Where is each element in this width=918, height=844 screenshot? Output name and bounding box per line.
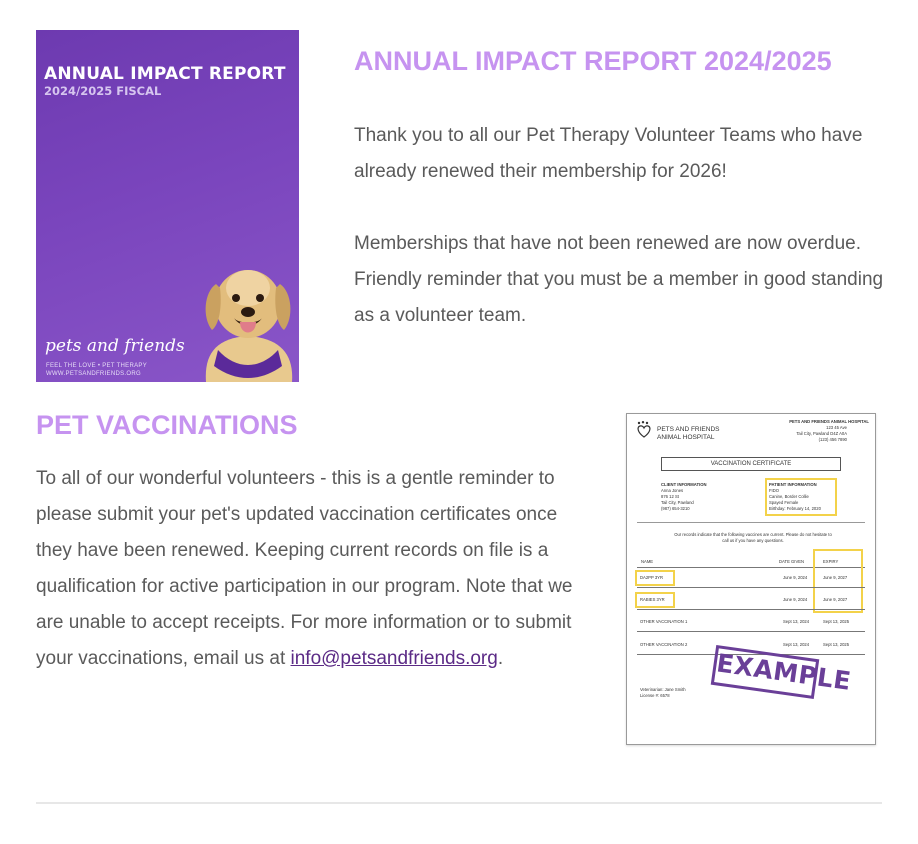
cert-title: VACCINATION CERTIFICATE	[661, 457, 841, 471]
pets-and-friends-logo: pets and friends	[45, 336, 185, 356]
vaccine-row-name: DA2PP 3YR	[640, 575, 663, 580]
col-date-header: DATE GIVEN	[779, 559, 805, 564]
cert-rule	[637, 631, 865, 632]
cert-rule	[637, 522, 865, 523]
patient-info-heading: PATIENT INFORMATION	[769, 482, 817, 487]
annual-report-cover-image	[36, 30, 299, 382]
cover-title: ANNUAL IMPACT REPORT	[44, 64, 286, 84]
col-name-header: NAME	[641, 559, 654, 564]
cert-rule	[637, 609, 865, 610]
cover-url: WWW.PETSANDFRIENDS.ORG	[46, 371, 141, 377]
vaccine-row-date: Sept 13, 2024	[783, 642, 810, 647]
client-info-heading: CLIENT INFORMATION	[661, 482, 707, 487]
vaccine-row-expiry: Sept 13, 2025	[823, 642, 850, 647]
client-line: (987) 654-3210	[661, 506, 690, 511]
cert-notice: Our records indicate that the following vaccines are current. Please do not hesitate to call us if you have any questions.	[674, 532, 832, 543]
paw-heart-icon	[635, 421, 653, 439]
vaccine-row-date: Sept 13, 2024	[783, 619, 810, 624]
pet-vaccinations-heading: PET VACCINATIONS	[36, 410, 298, 440]
patient-line: Spayed Female	[769, 500, 799, 505]
cert-vet: Veterinarian: Jane Smith	[640, 687, 686, 692]
client-line: 876 12 St	[661, 494, 679, 499]
cert-license: License #: 6578	[640, 693, 670, 698]
cert-phone: (123) 456 7890	[818, 437, 847, 442]
client-line: Tail City, Pawland	[661, 500, 694, 505]
patient-line: FIDO	[769, 488, 780, 493]
cover-subtitle: 2024/2025 FISCAL	[44, 84, 162, 98]
vaccine-row-expiry: June 9, 2027	[823, 575, 848, 580]
cert-address2: Tail City, Pawland D4Z A0A	[796, 431, 847, 436]
vaccine-row-date: June 9, 2024	[783, 575, 808, 580]
vaccine-row-expiry: Sept 13, 2025	[823, 619, 850, 624]
renewal-thank-you-text: Thank you to all our Pet Therapy Volunteer Teams who have already renewed their membership for 2026!	[354, 125, 863, 182]
vaccine-row-expiry: June 9, 2027	[823, 597, 848, 602]
patient-line: Birthday: February 14, 2020	[769, 506, 821, 511]
cert-address1: 123 45 Ave	[826, 425, 847, 430]
cert-rule	[637, 587, 865, 588]
vaccinations-body-period: .	[497, 648, 504, 669]
vaccine-row-name: OTHER VACCINATION 2	[640, 642, 688, 647]
cert-logo-line2: ANIMAL HOSPITAL	[657, 434, 715, 441]
vaccine-row-name: OTHER VACCINATION 1	[640, 619, 688, 624]
vaccinations-body-copy: To all of our wonderful volunteers - this is a gentle reminder to please submit your pet's updated vaccination certificates once they have been renewed. Keeping current records on file is a qualification for active participation in our program. Note that we are unable to accept receipts. For more information or to submit your vaccinations, email us at	[36, 468, 573, 669]
email-link[interactable]: info@petsandfriends.org	[290, 648, 498, 669]
patient-line: Canine, Border Collie	[769, 494, 809, 499]
cover-tagline: FEEL THE LOVE • PET THERAPY	[46, 363, 148, 369]
vaccine-row-name: RABIES 3YR	[640, 597, 665, 602]
vaccinations-body-text	[36, 461, 584, 677]
col-expiry-header: EXPIRY	[823, 559, 839, 564]
vaccination-certificate-example-image	[626, 413, 876, 745]
section-divider	[36, 802, 882, 804]
annual-report-heading: ANNUAL IMPACT REPORT 2024/2025	[354, 46, 832, 76]
membership-reminder-text: Memberships that have not been renewed are now overdue. Friendly reminder that you must be a member in good standing as a volunteer team.	[354, 233, 884, 326]
client-line: Anna Jones	[661, 488, 684, 493]
expiry-column-highlight	[813, 549, 863, 613]
cert-logo-line1: PETS AND FRIENDS	[657, 426, 720, 433]
cert-hospital-name: PETS AND FRIENDS ANIMAL HOSPITAL	[789, 419, 869, 424]
vaccine-row-date: June 9, 2024	[783, 597, 808, 602]
golden-retriever-illustration	[196, 258, 299, 382]
example-stamp: EXAMPLE	[711, 645, 820, 699]
